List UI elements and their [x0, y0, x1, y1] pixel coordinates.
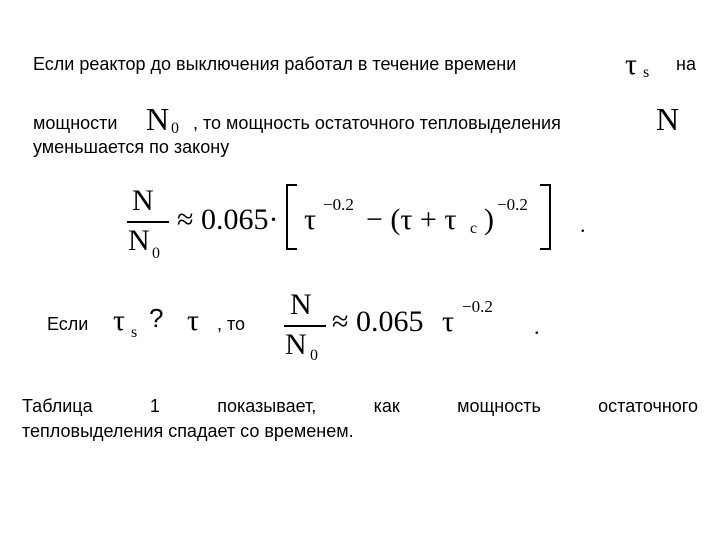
tau-s-subscript: s: [643, 64, 650, 81]
n0-subscript: 0: [171, 120, 179, 137]
approx-coefficient: ≈ 0.065·: [177, 203, 279, 236]
denominator-subscript: 0: [152, 245, 160, 262]
condition-tau: τ: [187, 304, 200, 337]
tau2-term: τ: [442, 305, 455, 338]
tau-c-subscript: c: [470, 220, 478, 237]
formula2-period: .: [534, 314, 540, 339]
tau-sum-term: − (τ + τ: [366, 203, 457, 236]
condition-if: Если: [47, 314, 89, 334]
fraction2-denominator: N: [285, 328, 307, 361]
condition-then: , то: [217, 314, 246, 334]
fraction2-bar: [284, 325, 326, 327]
para2-word: 1: [149, 396, 160, 416]
condition-tau-s: τ: [113, 304, 126, 337]
para1-line3: уменьшается по закону: [33, 137, 230, 157]
close-paren: ): [484, 203, 494, 236]
n-symbol: N: [656, 101, 680, 137]
condition-relation: ?: [149, 303, 164, 333]
fraction-denominator: N: [128, 224, 150, 257]
n0-symbol: N: [146, 101, 170, 137]
fraction2-numerator: N: [290, 288, 312, 321]
para2-word: мощность: [457, 396, 541, 416]
para1-line1-text: Если реактор до выключения работал в течение времени: [33, 54, 517, 74]
fraction-bar: [127, 221, 169, 223]
formula1-period: .: [580, 212, 586, 237]
exponent-1: −0.2: [323, 195, 354, 214]
denominator2-subscript: 0: [310, 347, 318, 364]
para2-word: показывает,: [217, 396, 317, 416]
fraction-numerator: N: [132, 184, 154, 217]
para2-line2: тепловыделения спадает со временем.: [22, 421, 354, 441]
condition-tau-s-subscript: s: [131, 324, 138, 341]
tau-term: τ: [304, 203, 317, 236]
approx2-coefficient: ≈ 0.065: [332, 305, 424, 338]
para1-line2-mid: , то мощность остаточного тепловыделения: [193, 113, 561, 133]
para1-line1-end: на: [676, 54, 696, 74]
right-bracket: [538, 184, 552, 250]
exponent-2: −0.2: [497, 195, 528, 214]
exponent2: −0.2: [462, 297, 493, 316]
tau-s-symbol: τ: [625, 48, 638, 81]
para2-word: как: [373, 396, 400, 416]
para2-word: остаточного: [598, 396, 698, 416]
para2-word: Таблица: [22, 396, 93, 416]
para2-line1: [22, 396, 698, 417]
left-bracket: [285, 184, 299, 250]
para1-line2-start: мощности: [33, 113, 118, 133]
